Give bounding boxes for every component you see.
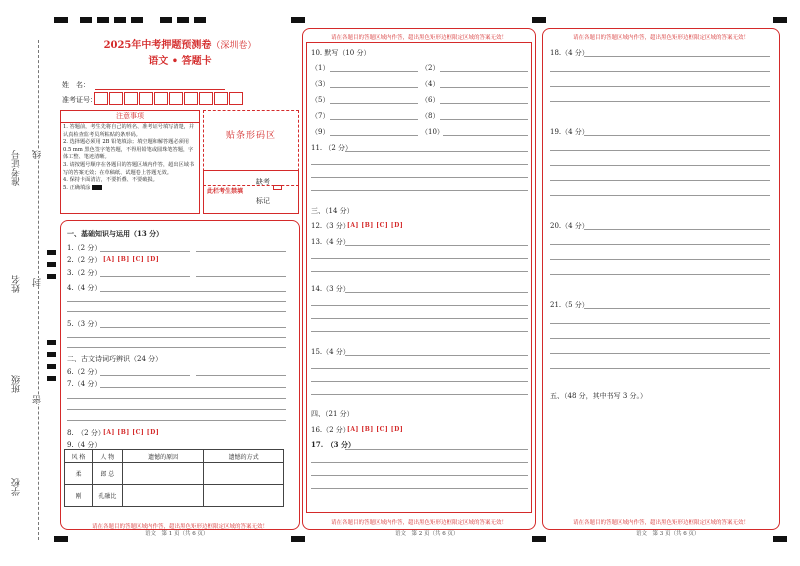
panel-1-footer-notice: 请在各题目的答题区域内作答，超出黑色矩形边框限定区域的答案无效！ — [91, 524, 268, 530]
notice-item: 4. 保持卡面清洁，不要折叠、不要破损。 — [63, 177, 158, 184]
answer-line[interactable] — [100, 291, 286, 292]
answer-line[interactable] — [196, 276, 286, 277]
timing-mark — [532, 536, 546, 542]
question-18-label: 18.（4 分） — [550, 49, 589, 57]
table-cell[interactable] — [204, 485, 284, 507]
question-8-label: 8. （2 分） — [67, 429, 105, 437]
answer-line[interactable] — [345, 151, 528, 152]
table-header-row — [65, 450, 284, 463]
timing-mark — [80, 17, 92, 23]
answer-line[interactable] — [550, 274, 770, 275]
binding-line — [38, 40, 39, 540]
timing-mark — [177, 17, 189, 23]
answer-line[interactable] — [443, 135, 528, 136]
blank-label: （1） — [311, 64, 330, 72]
answer-line[interactable] — [345, 245, 528, 246]
answer-line[interactable] — [550, 165, 770, 166]
timing-mark — [47, 250, 56, 255]
table-row — [65, 463, 284, 485]
notice-example — [63, 185, 197, 193]
timing-mark — [160, 17, 172, 23]
answer-line[interactable] — [550, 86, 770, 87]
table-row — [65, 485, 284, 507]
timing-mark — [47, 274, 56, 279]
table-header-cell: 风 格 — [65, 450, 93, 463]
answer-line[interactable] — [584, 308, 770, 309]
answer-line[interactable] — [67, 301, 286, 302]
table-header-cell: 遗憾的方式 — [204, 450, 284, 463]
answer-line[interactable] — [330, 135, 418, 136]
notice-item: 2. 选择题必须用 2B 铅笔填涂；填空题和解答题必须用 0.5 mm 黑色签字笔答题，不得用铅笔或圆珠笔答题，字体工整、笔迹清晰。 — [63, 139, 194, 161]
panel-2-footer-notice: 请在各题目的答题区域内作答，超出黑色矩形边框限定区域的答案无效！ — [330, 520, 507, 526]
answer-line[interactable] — [67, 420, 286, 421]
timing-mark — [47, 376, 56, 381]
title-main: 2025年中考押题预测卷 — [103, 40, 212, 51]
answer-line[interactable] — [311, 318, 528, 319]
question-2-label: 2.（2 分） — [67, 256, 102, 264]
page-subtitle: 语文 • 答题卡 — [148, 56, 212, 67]
answer-line[interactable] — [330, 87, 418, 88]
id-label: 准考证号： — [62, 96, 97, 104]
timing-mark — [532, 17, 546, 23]
blank-label: （2） — [421, 64, 440, 72]
answer-line[interactable] — [196, 251, 286, 252]
id-grid[interactable] — [94, 92, 244, 105]
answer-line[interactable] — [440, 87, 528, 88]
answer-line[interactable] — [100, 276, 190, 277]
question-17-label: 17. （3 分） — [311, 440, 355, 449]
answer-line[interactable] — [550, 101, 770, 102]
page-3-footer: 语文 第 3 页（共 6 页） — [636, 531, 700, 537]
timing-mark — [47, 352, 56, 357]
question-19-label: 19.（4 分） — [550, 128, 589, 136]
question-5-label: 5.（3 分） — [67, 320, 102, 328]
answer-panel-3 — [542, 28, 780, 530]
table-cell[interactable] — [122, 485, 204, 507]
q12-choice-options[interactable]: [A] [B] [C] [D] — [347, 222, 404, 229]
section-5-title: 五、（48 分，其中书写 3 分。） — [550, 392, 648, 400]
page-1-footer: 语文 第 1 页（共 6 页） — [145, 531, 209, 537]
filled-example-mark — [92, 185, 102, 190]
table-cell: 郎 总 — [92, 463, 122, 485]
answer-line[interactable] — [550, 353, 770, 354]
question-9-table — [64, 449, 284, 507]
question-10-label: 10. 默写（10 分） — [311, 49, 371, 57]
barcode-label: 贴条形码区 — [225, 131, 276, 141]
question-15-label: 15.（4 分） — [311, 348, 350, 356]
answer-line[interactable] — [550, 244, 770, 245]
panel-2-header-notice: 请在各题目的答题区域内作答，超出黑色矩形边框限定区域的答案无效！ — [330, 35, 507, 41]
answer-line[interactable] — [440, 103, 528, 104]
answer-line[interactable] — [100, 251, 190, 252]
notice-item: 3. 请按题号顺序在各题目的答题区域内作答，超出区域书写的答案无效；在草稿纸、试题卷上答题无效。 — [63, 161, 195, 176]
answer-line[interactable] — [311, 488, 528, 489]
notice-item: 1. 答题前，考生先将自己的姓名、准考证号填写清楚，并认真检查监考员所粘贴的条形码。 — [63, 124, 195, 138]
answer-line[interactable] — [440, 119, 528, 120]
answer-line[interactable] — [67, 337, 286, 338]
side-class-label: 班级 — [12, 375, 22, 393]
page-2-footer: 语文 第 2 页（共 6 页） — [395, 531, 459, 537]
answer-line[interactable] — [311, 381, 528, 382]
answer-line[interactable] — [311, 258, 528, 259]
q16-choice-options[interactable]: [A] [B] [C] [D] — [347, 426, 404, 433]
answer-line[interactable] — [550, 323, 770, 324]
question-14-label: 14.（3 分） — [311, 285, 350, 293]
answer-line[interactable] — [584, 135, 770, 136]
answer-line[interactable] — [311, 177, 528, 178]
notice-example-label: 5. 正确填涂 — [63, 184, 91, 191]
table-cell[interactable] — [204, 463, 284, 485]
name-field[interactable] — [95, 89, 225, 90]
timing-mark — [773, 536, 787, 542]
answer-line[interactable] — [67, 409, 286, 410]
question-11-label: 11. （2 分） — [311, 144, 353, 152]
q8-choice-options[interactable]: [A] [B] [C] [D] — [103, 429, 160, 436]
answer-line[interactable] — [550, 338, 770, 339]
answer-line[interactable] — [584, 229, 770, 230]
answer-line[interactable] — [311, 271, 528, 272]
timing-mark — [131, 17, 143, 23]
absent-label: 此栏考生禁填 — [207, 188, 244, 195]
answer-line[interactable] — [311, 394, 528, 395]
question-21-label: 21.（5 分） — [550, 301, 589, 309]
title-region: （深圳卷） — [211, 41, 257, 51]
timing-mark — [773, 17, 787, 23]
answer-line[interactable] — [330, 103, 418, 104]
answer-line[interactable] — [550, 71, 770, 72]
answer-line[interactable] — [100, 375, 190, 376]
blank-label: （9） — [311, 128, 330, 136]
side-name-label: 姓名 — [12, 275, 22, 293]
question-16-label: 16.（2 分） — [311, 426, 350, 434]
table-cell: 柔 — [65, 463, 93, 485]
answer-line[interactable] — [311, 462, 528, 463]
table-cell: 刚 — [65, 485, 93, 507]
answer-line[interactable] — [67, 347, 286, 348]
answer-line[interactable] — [345, 292, 528, 293]
timing-mark — [291, 17, 305, 23]
blank-label: （7） — [311, 112, 330, 120]
blank-label: （8） — [421, 112, 440, 120]
answer-line[interactable] — [311, 164, 528, 165]
name-label: 姓 名： — [62, 81, 90, 89]
answer-line[interactable] — [345, 449, 528, 450]
timing-mark — [194, 17, 206, 23]
blank-label: （5） — [311, 96, 330, 104]
timing-mark — [291, 536, 305, 542]
timing-mark — [97, 17, 109, 23]
answer-line[interactable] — [345, 355, 528, 356]
blank-label: （3） — [311, 80, 330, 88]
answer-line[interactable] — [440, 71, 528, 72]
blank-label: （4） — [421, 80, 440, 88]
answer-line[interactable] — [550, 368, 770, 369]
blank-label: （10） — [421, 128, 444, 136]
timing-mark — [54, 17, 68, 23]
answer-line[interactable] — [550, 150, 770, 151]
question-20-label: 20.（4 分） — [550, 222, 589, 230]
side-id-label: 准考证号 — [12, 150, 22, 186]
answer-line[interactable] — [67, 398, 286, 399]
side-line-label: 线 — [33, 150, 43, 159]
side-dense-label: 密 — [33, 395, 43, 404]
section-4-title: 四、（21 分） — [311, 410, 354, 418]
absent-mark-box[interactable] — [273, 185, 282, 190]
question-3-label: 3.（2 分） — [67, 269, 102, 277]
answer-line[interactable] — [311, 331, 528, 332]
answer-line[interactable] — [311, 368, 528, 369]
question-4-label: 4.（4 分） — [67, 284, 102, 292]
table-header-cell: 人 物 — [92, 450, 122, 463]
section-3-title: 三、（14 分） — [311, 207, 354, 215]
answer-line[interactable] — [550, 195, 770, 196]
answer-line[interactable] — [550, 259, 770, 260]
question-1-label: 1.（2 分） — [67, 244, 102, 252]
question-13-label: 13.（4 分） — [311, 238, 350, 246]
answer-line[interactable] — [311, 475, 528, 476]
section-2-title: 二、古文诗词巧辨识（24 分） — [67, 355, 163, 363]
question-7-label: 7.（4 分） — [67, 380, 102, 388]
answer-line[interactable] — [67, 311, 286, 312]
answer-line[interactable] — [196, 375, 286, 376]
absent-mark-top: 缺考 — [256, 178, 270, 186]
answer-line[interactable] — [311, 305, 528, 306]
side-school-label: 学校 — [12, 478, 22, 496]
answer-line[interactable] — [100, 327, 286, 328]
table-cell[interactable] — [122, 463, 204, 485]
answer-line[interactable] — [330, 119, 418, 120]
section-1-title: 一、基础知识与运用（13 分） — [67, 229, 164, 238]
absent-mark-bottom: 标记 — [256, 197, 270, 205]
notice-list — [63, 124, 197, 192]
panel-3-footer-notice: 请在各题目的答题区域内作答，超出黑色矩形边框限定区域的答案无效！ — [572, 520, 749, 526]
answer-line[interactable] — [100, 387, 286, 388]
answer-line[interactable] — [330, 71, 418, 72]
timing-mark — [47, 364, 56, 369]
table-header-cell: 遗憾的原因 — [122, 450, 204, 463]
timing-mark — [114, 17, 126, 23]
timing-mark — [47, 262, 56, 267]
question-12-label: 12.（3 分） — [311, 222, 350, 230]
answer-line[interactable] — [550, 180, 770, 181]
blank-label: （6） — [421, 96, 440, 104]
q2-choice-options[interactable]: [A] [B] [C] [D] — [103, 256, 160, 263]
timing-mark — [47, 340, 56, 345]
table-cell: 孔融比 — [92, 485, 122, 507]
answer-line[interactable] — [311, 190, 528, 191]
page-title — [60, 36, 300, 51]
panel-3-header-notice: 请在各题目的答题区域内作答，超出黑色矩形边框限定区域的答案无效！ — [572, 35, 749, 41]
notice-title: 注意事项 — [60, 111, 200, 123]
question-6-label: 6.（2 分） — [67, 368, 102, 376]
timing-mark — [54, 536, 68, 542]
side-seal-label: 封 — [33, 278, 43, 287]
answer-line[interactable] — [584, 56, 770, 57]
question-9-label: 9.（4 分） — [67, 441, 102, 449]
